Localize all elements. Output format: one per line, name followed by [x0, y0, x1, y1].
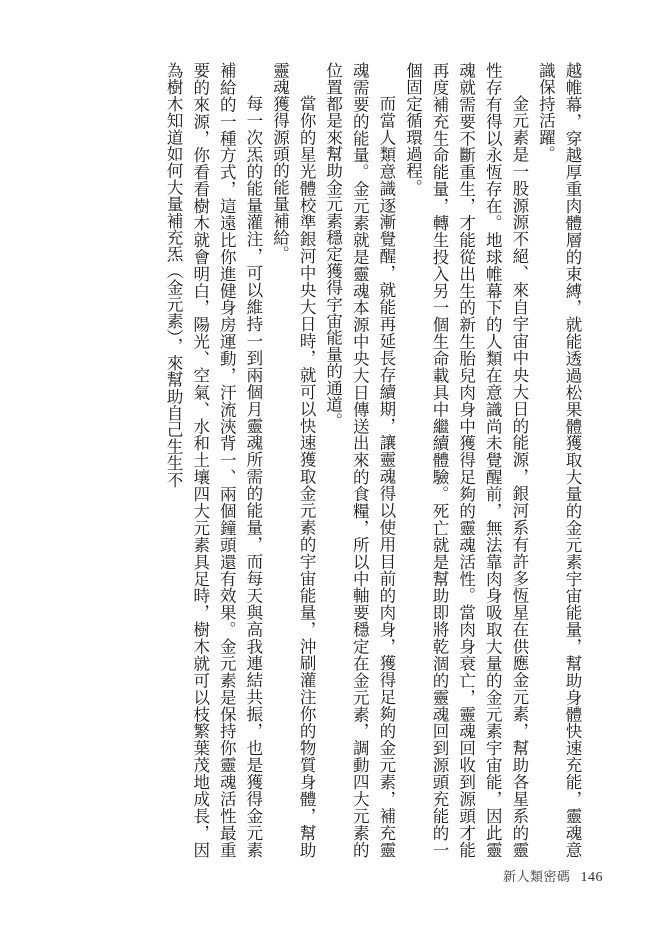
paragraph-1: 越帷幕，穿越厚重肉體層的束縛，就能透過松果體獲取大量的金元素宇宙能量，幫助身體快速充能，靈魂意識保持活躍。	[536, 62, 582, 858]
vertical-text-body	[80, 62, 585, 858]
book-title: 新人類密碼	[502, 870, 571, 885]
paragraph-5: 每一次炁的能量灌注，可以維持一到兩個月靈魂所需的能量，而每天與高我連結共振，也是獲得金元素補給的一種方式，這遠比你進健身房運動，汗流浹背一、兩個鐘頭還有效果。金元素是保持你靈魂活性最重要的來源，你看看樹木就會明白，陽光、空氣、水和土壤四大元素具足時，樹木就可以枝繁葉茂地成長，因為樹木知道如何大量補充炁（金元素），來幫助自己生生不	[164, 62, 263, 858]
paragraph-4: 當你的星光體校準銀河中央大日時，就可以快速獲取金元素的宇宙能量，沖刷灌注你的物質身體，幫助靈魂獲得源頭的能量補給。	[270, 62, 317, 858]
page-footer	[503, 866, 603, 886]
paragraph-2: 金元素是一股源源不絕、來自宇宙中央大日的能源，銀河系有許多恆星在供應金元素，幫助各星系的靈性存有得以永恆存在。地球帷幕下的人類在意識尚未覺醒前，無法靠肉身吸取大量的金元素宇宙能，因此靈魂就需要不斷重生，才能從出生的新生胎兒肉身中獲得足夠的靈魂活性。當肉身衰亡，靈魂回收到源頭才能再度補充生命能量，轉生投入另一個生命載具中繼續體驗。死亡就是幫助即將乾涸的靈魂回到源頭充能的一個固定循環過程。	[403, 62, 529, 858]
page-number: 146	[580, 870, 603, 885]
paragraph-3: 而當人類意識逐漸覺醒，就能再延長存續期，讓靈魂得以使用目前的肉身，獲得足夠的金元素，補充靈魂需要的能量。金元素就是靈魂本源中央大日傳送出來的食糧，所以中軸要穩定在金元素，調動四大元素的位置都是來幫助金元素穩定獲得宇宙能量的通道。	[323, 62, 396, 858]
